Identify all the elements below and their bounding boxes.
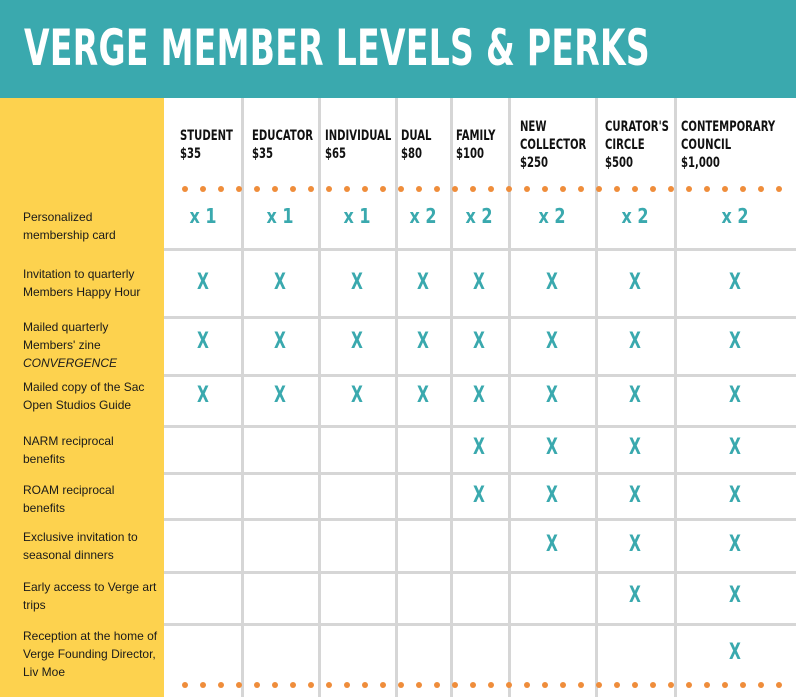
- dot: [308, 186, 314, 192]
- dot: [506, 682, 512, 688]
- included-x-mark: X: [629, 483, 641, 508]
- dot: [542, 682, 548, 688]
- level-name: COLLECTOR: [520, 137, 587, 153]
- dot: [506, 186, 512, 192]
- level-name: FAMILY: [456, 128, 496, 144]
- dot: [704, 682, 710, 688]
- perk-label: [23, 578, 159, 614]
- dot: [380, 186, 386, 192]
- row-divider: [164, 571, 796, 574]
- level-name: CURATOR'S: [605, 119, 669, 135]
- dot: [254, 186, 260, 192]
- included-x-mark: X: [729, 270, 741, 295]
- level-header: [180, 115, 253, 175]
- dot: [668, 186, 674, 192]
- perk-text: Invitation to quarterly Members Happy Hour: [23, 267, 141, 299]
- dot: [308, 682, 314, 688]
- dot: [398, 682, 404, 688]
- dot: [650, 682, 656, 688]
- perk-label: [23, 627, 159, 681]
- perk-emphasis: CONVERGENCE: [23, 356, 118, 370]
- page-header: [0, 0, 796, 98]
- included-x-mark: X: [546, 435, 558, 460]
- dot: [596, 682, 602, 688]
- included-x-mark: X: [197, 270, 209, 295]
- dot: [596, 186, 602, 192]
- included-x-mark: X: [629, 532, 641, 557]
- level-name: COUNCIL: [681, 137, 732, 153]
- included-x-mark: X: [546, 270, 558, 295]
- level-header: [681, 115, 796, 175]
- included-x-mark: X: [473, 383, 485, 408]
- dot: [632, 186, 638, 192]
- row-divider: [164, 248, 796, 251]
- dot: [434, 186, 440, 192]
- level-price: $100: [456, 146, 485, 162]
- dot: [254, 682, 260, 688]
- included-x-mark: X: [629, 383, 641, 408]
- dot: [344, 682, 350, 688]
- dotted-separator: [182, 186, 782, 192]
- dot: [650, 186, 656, 192]
- perk-label: [23, 208, 159, 244]
- included-x-mark: X: [473, 329, 485, 354]
- level-price: $35: [252, 146, 274, 162]
- perk-label: [23, 528, 159, 564]
- dot: [758, 682, 764, 688]
- page-title: VERGE MEMBER LEVELS & PERKS: [24, 19, 651, 77]
- included-x-mark: X: [197, 329, 209, 354]
- row-divider: [164, 425, 796, 428]
- dot: [326, 682, 332, 688]
- dot: [272, 186, 278, 192]
- dot: [632, 682, 638, 688]
- dot: [200, 682, 206, 688]
- card-quantity: x 2: [465, 204, 493, 228]
- dot: [578, 682, 584, 688]
- included-x-mark: X: [629, 270, 641, 295]
- included-x-mark: X: [546, 329, 558, 354]
- perk-label: [23, 432, 159, 468]
- dot: [182, 186, 188, 192]
- dot: [218, 682, 224, 688]
- dot: [776, 186, 782, 192]
- perk-text: Reception at the home of Verge Founding Director, Liv Moe: [23, 629, 158, 679]
- card-quantity: x 1: [189, 204, 217, 228]
- dot: [182, 682, 188, 688]
- level-price: $500: [605, 155, 634, 171]
- included-x-mark: X: [274, 270, 286, 295]
- dot: [452, 186, 458, 192]
- level-price: $1,000: [681, 155, 720, 171]
- dot: [416, 186, 422, 192]
- dot: [290, 682, 296, 688]
- level-name: EDUCATOR: [252, 128, 314, 144]
- dot: [290, 186, 296, 192]
- dot: [344, 186, 350, 192]
- included-x-mark: X: [629, 435, 641, 460]
- dot: [326, 186, 332, 192]
- dot: [470, 682, 476, 688]
- dot: [686, 682, 692, 688]
- level-name: DUAL: [401, 128, 432, 144]
- card-quantity: x 2: [721, 204, 749, 228]
- included-x-mark: X: [417, 270, 429, 295]
- level-header: [456, 115, 511, 175]
- perk-label: [23, 378, 159, 414]
- dot: [362, 186, 368, 192]
- included-x-mark: X: [351, 383, 363, 408]
- included-x-mark: X: [629, 583, 641, 608]
- dot: [218, 186, 224, 192]
- dot: [668, 682, 674, 688]
- dot: [200, 186, 206, 192]
- included-x-mark: X: [729, 532, 741, 557]
- perk-text: NARM reciprocal benefits: [23, 434, 114, 466]
- dot: [686, 186, 692, 192]
- row-divider: [164, 316, 796, 319]
- included-x-mark: X: [729, 329, 741, 354]
- dot: [470, 186, 476, 192]
- dot: [758, 186, 764, 192]
- dot: [524, 186, 530, 192]
- card-quantity: x 2: [538, 204, 566, 228]
- dot: [434, 682, 440, 688]
- perk-label: [23, 318, 159, 372]
- level-name: INDIVIDUAL: [325, 128, 392, 144]
- dot: [578, 186, 584, 192]
- dotted-separator: [182, 682, 782, 688]
- included-x-mark: X: [274, 329, 286, 354]
- dot: [560, 682, 566, 688]
- perk-label: [23, 265, 159, 301]
- perk-text: Mailed quarterly Members' zine: [23, 320, 109, 352]
- row-divider: [164, 518, 796, 521]
- perk-text: Exclusive invitation to seasonal dinners: [23, 530, 138, 562]
- included-x-mark: X: [417, 383, 429, 408]
- included-x-mark: X: [546, 532, 558, 557]
- level-name: STUDENT: [180, 128, 233, 144]
- included-x-mark: X: [546, 483, 558, 508]
- included-x-mark: X: [546, 383, 558, 408]
- level-price: $80: [401, 146, 423, 162]
- dot: [272, 682, 278, 688]
- level-header: [520, 115, 612, 175]
- dot: [740, 682, 746, 688]
- dot: [704, 186, 710, 192]
- card-quantity: x 1: [343, 204, 371, 228]
- level-name: CIRCLE: [605, 137, 645, 153]
- dot: [488, 682, 494, 688]
- dot: [452, 682, 458, 688]
- level-name: NEW: [520, 119, 547, 135]
- dot: [380, 682, 386, 688]
- perk-text: Mailed copy of the Sac Open Studios Guide: [23, 380, 145, 412]
- row-divider: [164, 374, 796, 377]
- row-divider: [164, 623, 796, 626]
- dot: [416, 682, 422, 688]
- card-quantity: x 2: [621, 204, 649, 228]
- level-header: [401, 115, 443, 175]
- card-quantity: x 2: [409, 204, 437, 228]
- dot: [560, 186, 566, 192]
- included-x-mark: X: [729, 435, 741, 460]
- dot: [236, 186, 242, 192]
- dot: [614, 186, 620, 192]
- included-x-mark: X: [729, 583, 741, 608]
- level-price: $250: [520, 155, 549, 171]
- included-x-mark: X: [351, 329, 363, 354]
- included-x-mark: X: [729, 483, 741, 508]
- dot: [236, 682, 242, 688]
- dot: [398, 186, 404, 192]
- row-divider: [164, 472, 796, 475]
- included-x-mark: X: [351, 270, 363, 295]
- included-x-mark: X: [473, 483, 485, 508]
- included-x-mark: X: [729, 383, 741, 408]
- level-price: $35: [180, 146, 202, 162]
- card-quantity: x 1: [266, 204, 294, 228]
- dot: [722, 682, 728, 688]
- dot: [614, 682, 620, 688]
- perk-text: ROAM reciprocal benefits: [23, 483, 115, 515]
- perk-label: [23, 481, 159, 517]
- included-x-mark: X: [729, 640, 741, 665]
- dot: [722, 186, 728, 192]
- dot: [776, 682, 782, 688]
- dot: [362, 682, 368, 688]
- perk-text: Personalized membership card: [23, 210, 116, 242]
- level-price: $65: [325, 146, 347, 162]
- level-name: CONTEMPORARY: [681, 119, 776, 135]
- dot: [524, 682, 530, 688]
- dot: [740, 186, 746, 192]
- dot: [542, 186, 548, 192]
- included-x-mark: X: [274, 383, 286, 408]
- included-x-mark: X: [473, 270, 485, 295]
- included-x-mark: X: [473, 435, 485, 460]
- dot: [488, 186, 494, 192]
- included-x-mark: X: [197, 383, 209, 408]
- perk-text: Early access to Verge art trips: [23, 580, 157, 612]
- included-x-mark: X: [629, 329, 641, 354]
- included-x-mark: X: [417, 329, 429, 354]
